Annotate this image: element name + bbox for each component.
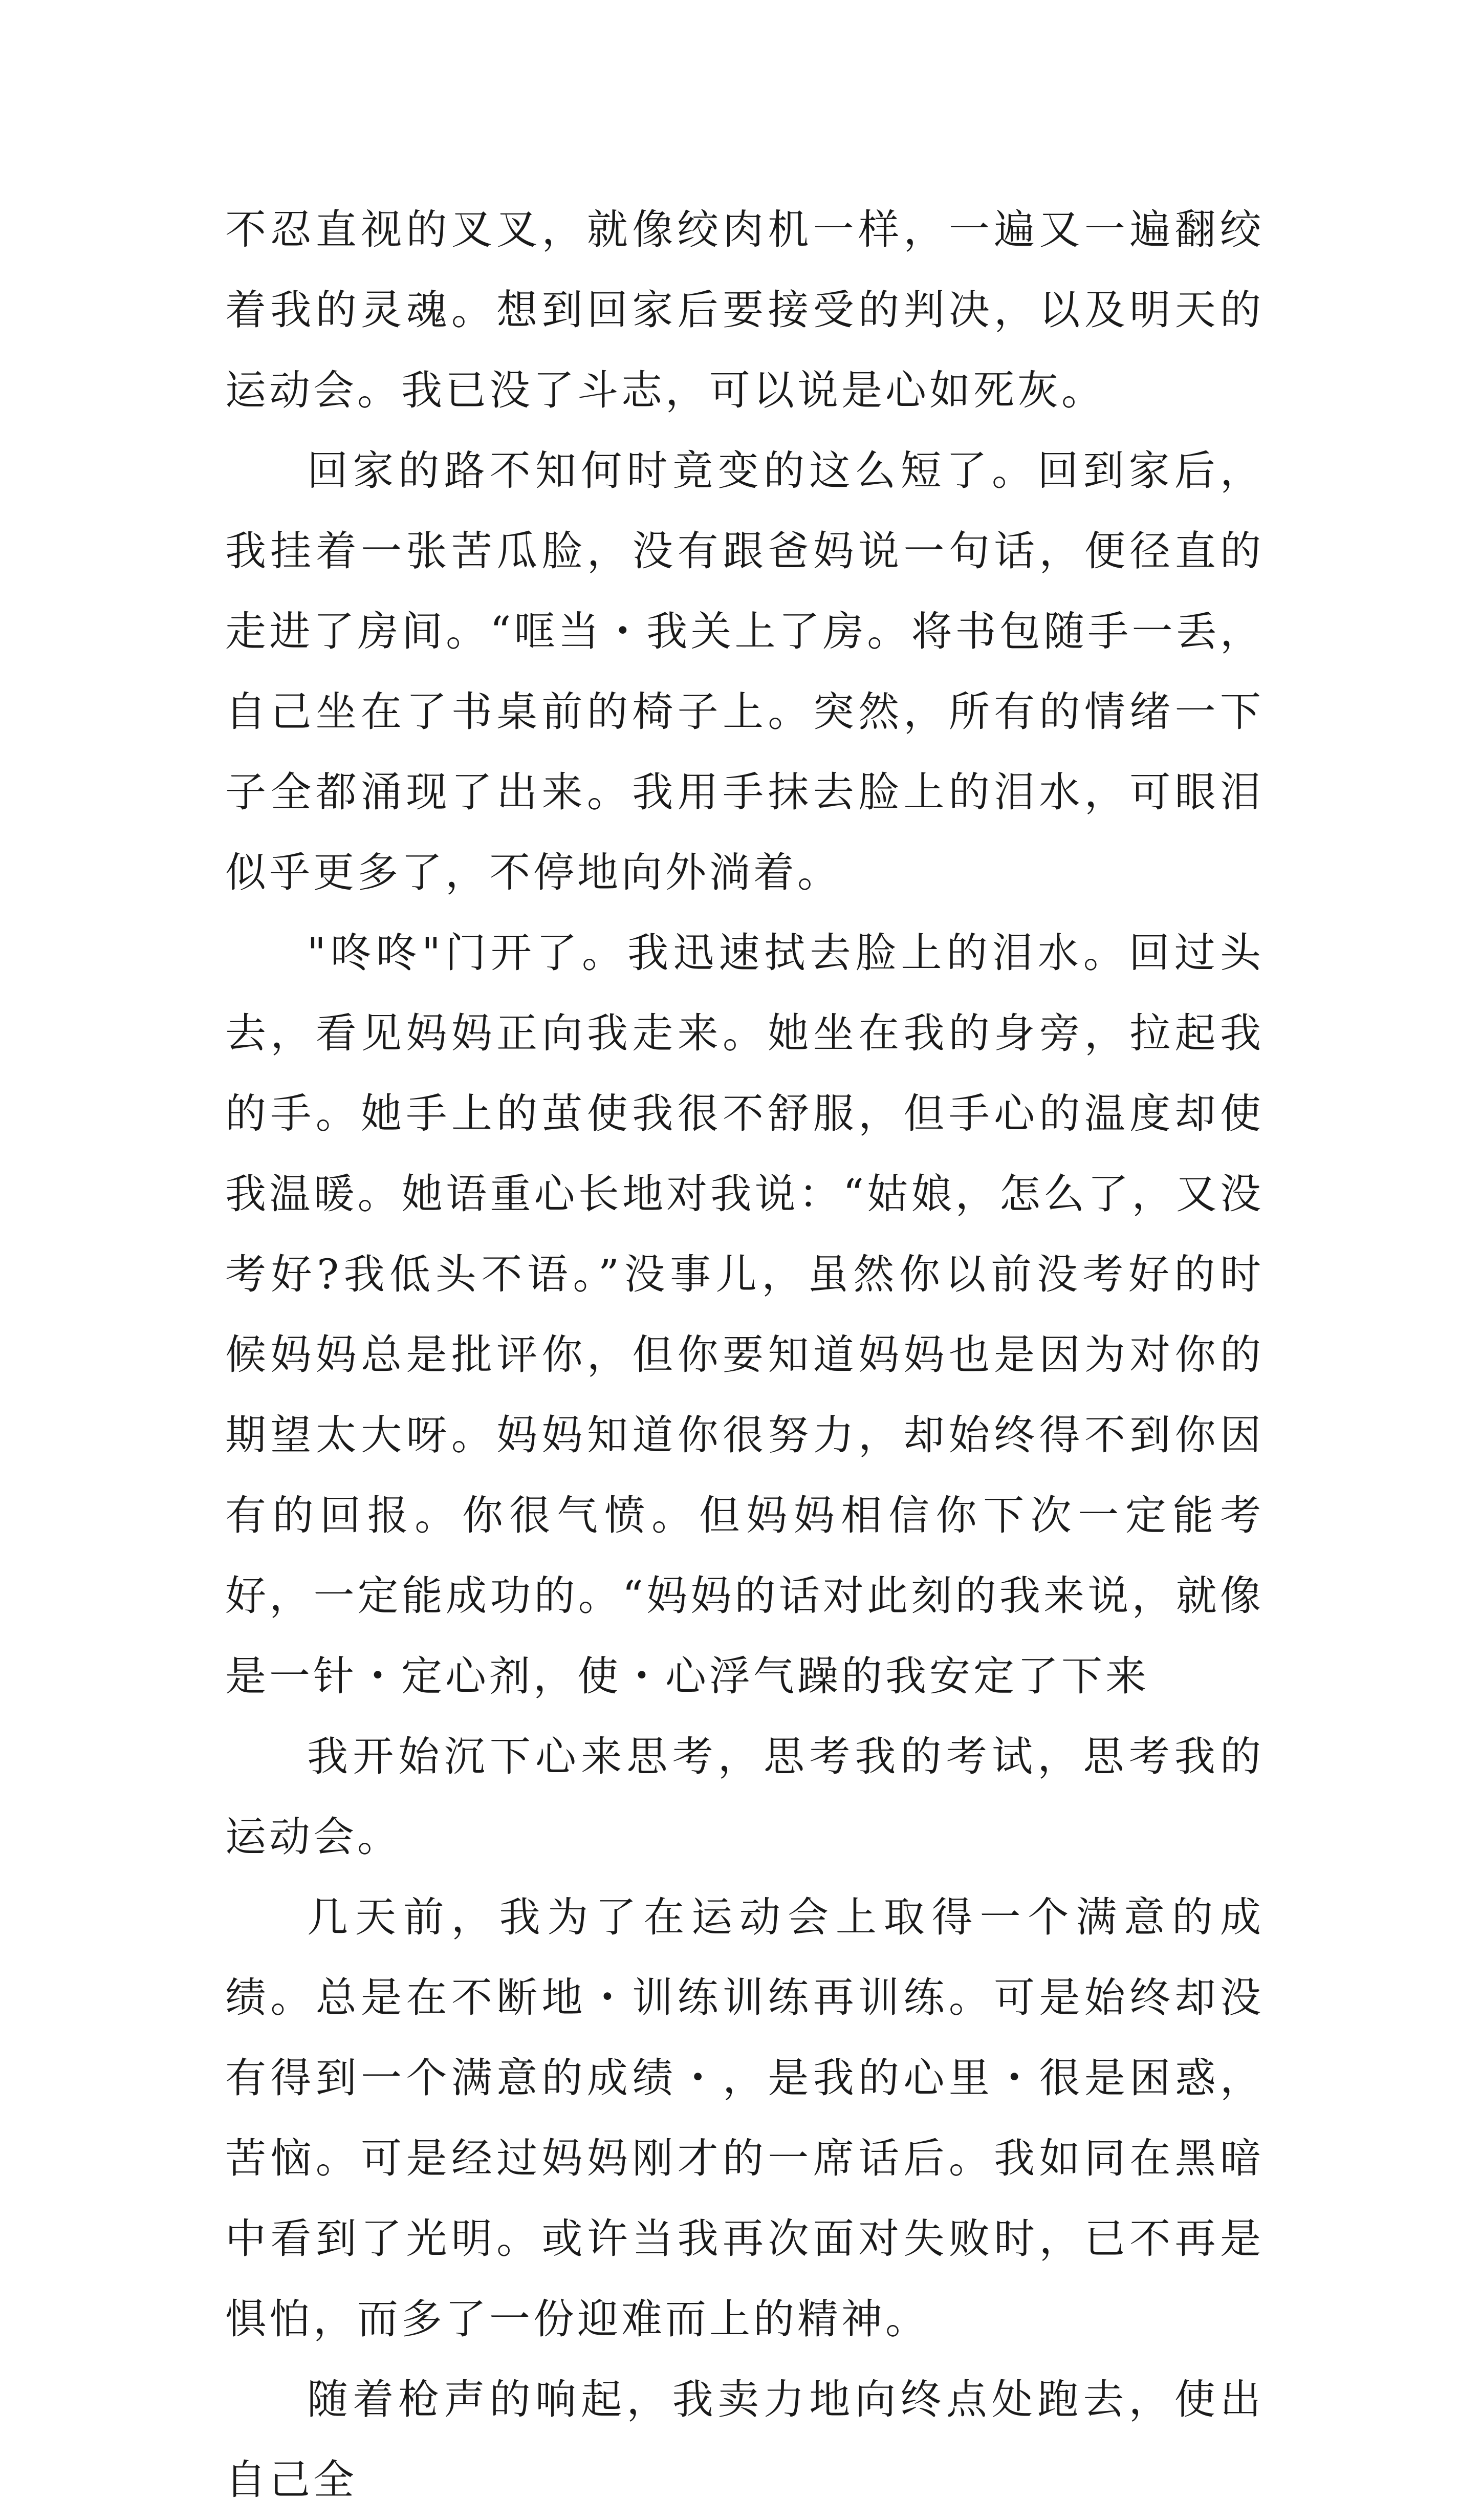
paragraph-6: 随着枪声的响起，我卖力地向终点处跑去，使出自己全 [225, 2376, 1264, 2504]
paragraph-3: "咚咚"门开了。我迅速拭去脸上的泪水。回过头去，看见妈妈正向我走来。她坐在我的身旁，拉起我的手。她手上的茧使我很不舒服，但手心的温度却使我温暖。她语重心长地对我说：“姑娘，怎么了，又没考好?我低头不语。”没事儿，虽然你以前没考好的时候妈妈总是批评你，但你要知道妈妈也是因为对你的期望太大呀。妈妈知道你很努力，却始终得不到你因有的回报。你很气愤。但妈妈相信你下次一定能考好，一定能成功的。“妈妈的话对此刻的我来说，就像是一针・定心剂，使・心浮气躁的我安定了下来 [225, 929, 1264, 1700]
paragraph-2: 回家的路不知何时竟变的这么短了。回到家后，我挂着一张苦瓜脸，没有跟爸妈说一句话，便径直的走进了房间。“哐当・我关上了房。将书包随手一丢，自己坐在了书桌前的椅子上。突然，所有的情绪一下子全都涌现了出来。我用手抹去脸上的泪水，可眼泪似乎更多了，不停地向外淌着。 [225, 447, 1264, 896]
paragraph-1: 不忍直视的叉叉，就像绞肉机一样，一遍又一遍翻绞着我的灵魂。想到回家后要接受的判决，以及明天的运动会。我已没了斗志，可以说是心如死灰。 [225, 206, 1264, 414]
paragraph-5: 几天前，我为了在运动会上取得一个满意的成绩。总是在不断地・训练训练再训练。可是始终却没有得到一个满意的成绩・，是我的心里・很是困惑，苦恼。可是经过妈妈刚才的一席话后。我如同在黑暗中看到了光明。或许当我再次面对失败时，已不再是惧怕，而多了一份迎难而上的精神。 [225, 1893, 1264, 2343]
paragraph-4: 我开始沉下心来思考，思考我的考试，思考我的运动会。 [225, 1733, 1264, 1861]
document-body [225, 189, 1264, 2520]
